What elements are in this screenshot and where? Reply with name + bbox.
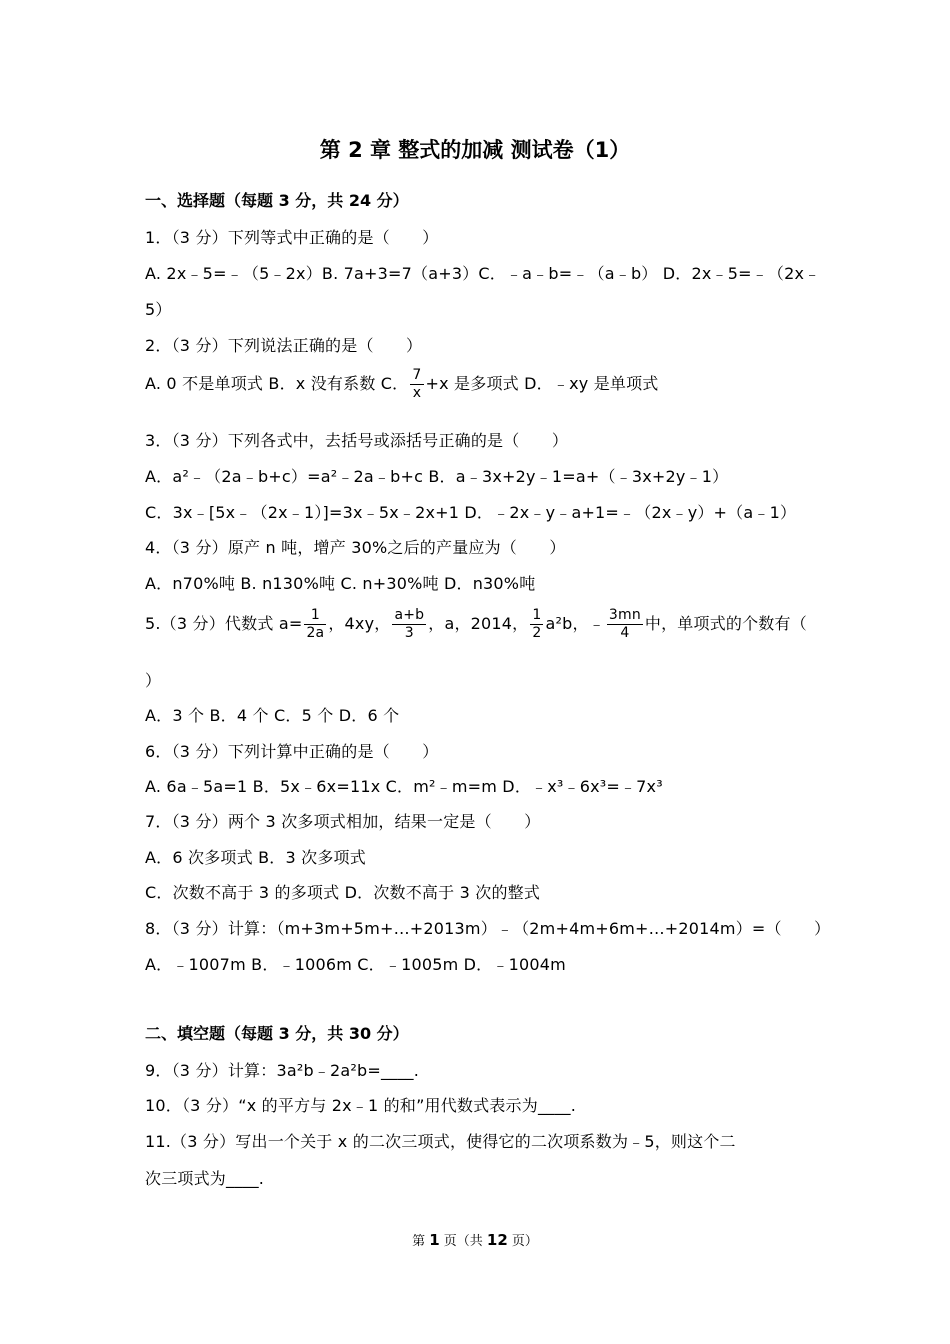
question-1-options-cont: 5） — [145, 300, 172, 319]
fraction-numerator: 3mn — [608, 607, 641, 623]
question-5-text-1: 5.（3 分）代数式 a= — [145, 614, 303, 633]
question-5-text-5: 中，单项式的个数有（ — [644, 614, 807, 633]
page-footer — [0, 1230, 950, 1249]
fraction-1-over-2 — [530, 607, 543, 642]
footer-suffix: 页） — [507, 1234, 538, 1249]
question-5-text-3: ，a，2014， — [428, 614, 529, 633]
current-page-number: 1 — [429, 1231, 440, 1249]
question-3-stem: 3．（3 分）下列各式中，去括号或添括号正确的是（ ） — [145, 431, 569, 450]
question-11-stem-cont: 次三项式为____. — [145, 1169, 265, 1188]
footer-prefix: 第 — [412, 1234, 430, 1249]
question-1-stem: 1．（3 分）下列等式中正确的是（ ） — [145, 228, 439, 247]
question-5-options: A．3 个 B．4 个 C．5 个 D．6 个 — [145, 706, 400, 725]
question-4-options: A．n70%吨 B. n130%吨 C. n+30%吨 D．n30%吨 — [145, 574, 536, 593]
fraction-numerator: 7 — [412, 367, 422, 383]
fraction-1-over-2a — [304, 607, 326, 642]
fraction-7-over-x — [410, 367, 423, 402]
question-4-stem: 4．（3 分）原产 n 吨，增产 30%之后的产量应为（ ） — [145, 538, 566, 557]
question-11-stem: 11.（3 分）写出一个关于 x 的二次三项式，使得它的二次项系数为﹣5，则这个二 — [145, 1132, 736, 1151]
total-page-count: 12 — [486, 1231, 508, 1249]
fraction-a-plus-b-over-3 — [392, 607, 426, 642]
question-5-text-4: a²b，﹣ — [545, 614, 605, 633]
question-7-options-ab: A．6 次多项式 B．3 次多项式 — [145, 848, 366, 867]
fraction-numerator: 1 — [532, 607, 542, 623]
question-2-stem: 2．（3 分）下列说法正确的是（ ） — [145, 336, 423, 355]
question-6-stem: 6．（3 分）下列计算中正确的是（ ） — [145, 742, 439, 761]
question-3-options-ab: A．a²﹣（2a﹣b+c）=a²﹣2a﹣b+c B．a﹣3x+2y﹣1=a+（﹣3x+2y﹣1） — [145, 467, 729, 486]
question-6-options: A. 6a﹣5a=1 B．5x﹣6x=11x C．m²﹣m=m D．﹣x³﹣6x³=﹣7x³ — [145, 777, 663, 796]
fraction-3mn-over-4 — [607, 607, 643, 642]
footer-middle: 页（共 — [439, 1234, 487, 1249]
section-heading-fill: 二、填空题（每题 3 分，共 30 分） — [145, 1024, 409, 1043]
fraction-denominator: 2a — [306, 625, 325, 641]
question-2-option-cd: +x 是多项式 D．﹣xy 是单项式 — [425, 374, 659, 393]
question-3-options-cd: C．3x﹣[5x﹣（2x﹣1）]=3x﹣5x﹣2x+1 D．﹣2x﹣y﹣a+1=﹣（2x﹣y）+（a﹣1） — [145, 503, 797, 522]
fraction-denominator: 4 — [620, 625, 630, 641]
question-8-stem: 8．（3 分）计算：（m+3m+5m+…+2013m）﹣（2m+4m+6m+…+2014m）=（ ） — [145, 919, 831, 938]
question-5-stem — [145, 607, 807, 642]
question-8-options: A．﹣1007m B．﹣1006m C．﹣1005m D．﹣1004m — [145, 955, 566, 974]
question-7-stem: 7．（3 分）两个 3 次多项式相加，结果一定是（ ） — [145, 812, 541, 831]
question-10-stem: 10．（3 分）“x 的平方与 2x﹣1 的和”用代数式表示为____. — [145, 1096, 577, 1115]
fraction-numerator: 1 — [304, 607, 326, 625]
fraction-denominator: x — [412, 385, 422, 401]
question-9-stem: 9．（3 分）计算：3a²b﹣2a²b=____. — [145, 1061, 420, 1080]
question-1-options: A. 2x﹣5=﹣（5﹣2x）B. 7a+3=7（a+3）C．﹣a﹣b=﹣（a﹣b） D．2x﹣5=﹣（2x﹣ — [145, 264, 821, 283]
fraction-numerator: a+b — [394, 607, 425, 623]
question-5-stem-cont: ） — [145, 671, 162, 690]
question-7-options-cd: C．次数不高于 3 的多项式 D．次数不高于 3 次的整式 — [145, 883, 541, 902]
question-2-options — [145, 367, 659, 402]
fraction-denominator: 3 — [404, 625, 414, 641]
fraction-denominator: 2 — [532, 625, 542, 641]
question-5-text-2: ，4xy， — [328, 614, 391, 633]
page-title: 第 2 章 整式的加减 测试卷（1） — [319, 138, 631, 162]
question-2-option-ab: A. 0 不是单项式 B．x 没有系数 C． — [145, 374, 409, 393]
section-heading-choice: 一、选择题（每题 3 分，共 24 分） — [145, 191, 409, 210]
